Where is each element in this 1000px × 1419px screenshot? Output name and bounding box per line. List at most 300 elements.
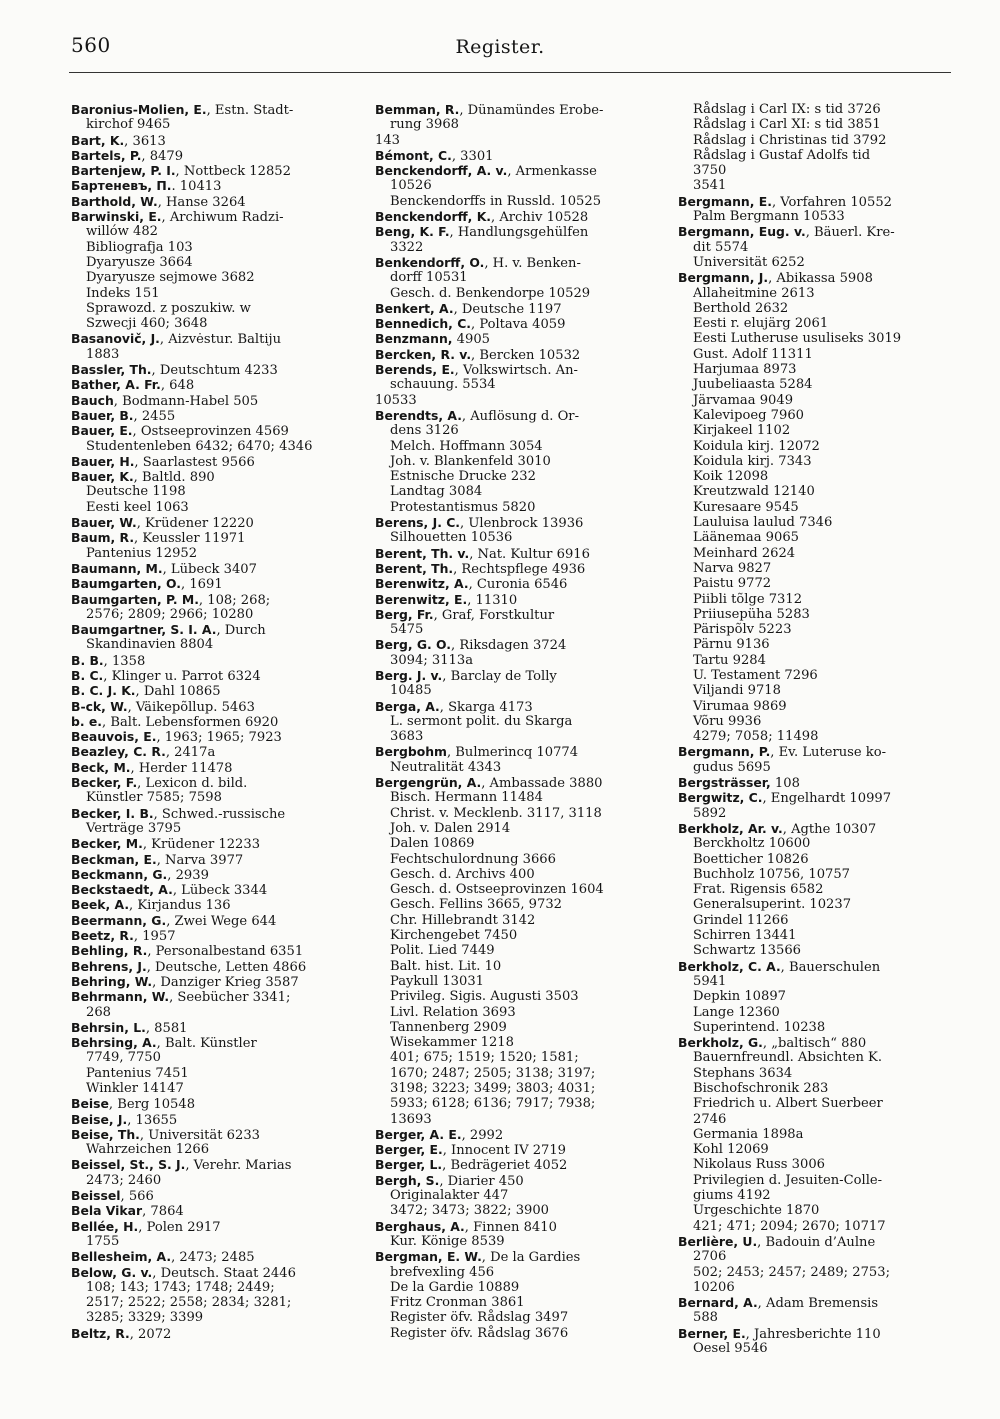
entry-text: , Adam Bremensis	[757, 1296, 879, 1312]
entry-text: Boetticher 10826	[693, 851, 809, 867]
entry-author: Behrsing, A.	[71, 1035, 157, 1051]
entry-text: Võru 9936	[693, 713, 762, 729]
entry-text: Gesch. Fellins 3665, 9732	[390, 897, 562, 913]
index-entry	[375, 1127, 653, 1142]
index-subentry	[678, 729, 953, 744]
entry-text: Gesch. d. Archivs 400	[390, 866, 535, 882]
index-entry	[71, 530, 349, 545]
index-subentry	[375, 836, 653, 851]
entry-author: Beek, A.	[71, 897, 130, 913]
index-entry	[678, 270, 953, 285]
entry-author: Beise	[71, 1096, 109, 1112]
entry-author: Bergmann, Eug. v.	[678, 224, 806, 240]
index-subentry	[71, 347, 349, 362]
entry-author: Bauer, E.	[71, 423, 133, 439]
entry-text: , Verehr. Marias	[185, 1158, 292, 1174]
index-entry	[71, 882, 349, 897]
index-entry	[71, 653, 349, 668]
entry-author: Bergbohm	[375, 744, 447, 760]
index-subentry	[678, 1280, 953, 1295]
entry-text: Szwecji 460; 3648	[86, 316, 208, 332]
index-entry	[678, 744, 953, 759]
entry-author: Bartels, P.	[71, 147, 142, 163]
entry-text: 13693	[390, 1111, 432, 1127]
entry-text: , 11310	[467, 592, 518, 608]
entry-text: , Armenkasse	[507, 164, 597, 180]
index-subentry	[375, 989, 653, 1004]
index-subentry	[71, 1234, 349, 1249]
entry-text: Lauluisa laulud 7346	[693, 515, 833, 531]
entry-text: , Deutschtum 4233	[151, 363, 278, 379]
entry-text: , Bercken 10532	[471, 347, 581, 363]
entry-text: , Dünamündes Erobe-	[459, 103, 604, 118]
entry-text: , Barclay de Tolly	[442, 668, 557, 684]
index-subentry	[375, 1310, 653, 1325]
entry-text: Paykull 13031	[390, 973, 484, 989]
entry-text: , Bauerschulen	[780, 959, 881, 975]
index-subentry	[375, 500, 653, 515]
entry-text: Kuresaare 9545	[693, 499, 799, 515]
entry-text: . 10413	[171, 179, 222, 195]
index-subentry	[375, 974, 653, 989]
entry-author: Baumgarten, P. M.	[71, 591, 199, 607]
index-entry	[71, 393, 349, 408]
entry-text: Bauernfreundl. Absichten K.	[693, 1050, 882, 1066]
entry-text: , 566	[120, 1189, 154, 1205]
entry-text: , 2417a	[165, 745, 216, 761]
index-subentry	[375, 760, 653, 775]
index-entry	[71, 913, 349, 928]
entry-text: Germania 1898a	[693, 1126, 804, 1142]
entry-text: Piibli tõlge 7312	[693, 591, 803, 607]
index-subentry	[678, 1249, 953, 1264]
entry-author: Berent, Th.	[375, 560, 454, 576]
index-subentry	[678, 1142, 953, 1157]
index-entry	[678, 1234, 953, 1249]
entry-text: , Ev. Luteruse ko-	[770, 745, 887, 761]
entry-text: Chr. Hillebrandt 3142	[390, 912, 536, 928]
entry-text: 2517; 2522; 2558; 2834; 3281;	[86, 1295, 292, 1311]
entry-text: , Nat. Kultur 6916	[469, 546, 590, 562]
entry-text: kirchof 9465	[86, 117, 171, 133]
entry-text: Pantenius 12952	[86, 545, 198, 561]
entry-text: 10485	[390, 683, 432, 699]
entry-text: , Engelhardt 10997	[762, 791, 892, 807]
index-subentry	[71, 484, 349, 499]
entry-text: , Deutsch. Staat 2446	[152, 1265, 296, 1281]
entry-text: Stephans 3634	[693, 1065, 793, 1081]
entry-text: , Bulmerincq 10774	[446, 745, 579, 761]
entry-text: , 7864	[142, 1204, 184, 1220]
entry-text: Neutralität 4343	[390, 759, 502, 775]
entry-author: Beise, J.	[71, 1111, 128, 1127]
entry-text: 2746	[693, 1111, 727, 1127]
entry-text: 7749, 7750	[86, 1050, 161, 1066]
entry-text: 1755	[86, 1233, 120, 1249]
entry-text: Eesti Lutheruse usuliseks 3019	[693, 331, 902, 347]
index-subentry	[71, 790, 349, 805]
entry-text: , 2473; 2485	[171, 1250, 255, 1266]
index-subentry	[375, 852, 653, 867]
entry-text: , Jahresberichte 110	[745, 1326, 881, 1342]
index-entry	[71, 1157, 349, 1172]
index-entry	[71, 209, 349, 224]
entry-text: 2576; 2809; 2966; 10280	[86, 606, 254, 622]
entry-text: Pärnu 9136	[693, 637, 770, 653]
index-subentry	[678, 637, 953, 652]
entry-text: Schirren 13441	[693, 928, 797, 944]
index-entry	[71, 1096, 349, 1111]
index-subentry	[71, 821, 349, 836]
entry-author: Baumgarten, O.	[71, 576, 182, 592]
index-subentry	[375, 1050, 653, 1065]
index-subentry	[71, 240, 349, 255]
entry-text: 3472; 3473; 3822; 3900	[390, 1203, 550, 1219]
entry-text: 5475	[390, 622, 424, 638]
entry-author: Bergengrün, A.	[375, 775, 482, 791]
entry-text: De la Gardie 10889	[390, 1279, 520, 1295]
entry-text: gudus 5695	[693, 759, 771, 775]
entry-author: Barthold, W.	[71, 193, 158, 209]
index-subentry	[375, 454, 653, 469]
entry-text: Polit. Lied 7449	[390, 943, 495, 959]
entry-text: Narva 9827	[693, 560, 772, 576]
entry-text: Generalsuperint. 10237	[693, 897, 852, 913]
entry-text: Juubeliaasta 5284	[693, 377, 813, 393]
entry-text: Originalakter 447	[390, 1188, 509, 1204]
index-subentry	[375, 959, 653, 974]
entry-text: , Saarlastest 9566	[134, 454, 255, 470]
index-subentry	[678, 1265, 953, 1280]
entry-author: Baumgartner, S. I. A.	[71, 622, 217, 638]
entry-text: , Herder 11478	[130, 760, 233, 776]
entry-text: , Auflösung d. Or-	[461, 408, 579, 424]
entry-text: Kirchengebet 7450	[390, 928, 518, 944]
index-subentry	[678, 1066, 953, 1081]
index-entry	[375, 1219, 653, 1234]
entry-text: Kreutzwald 12140	[693, 484, 815, 500]
index-entry	[678, 821, 953, 836]
entry-text: , 1963; 1965; 7923	[156, 730, 282, 746]
index-subentry	[71, 439, 349, 454]
index-subentry	[71, 546, 349, 561]
index-subentry	[375, 882, 653, 897]
entry-author: Benkert, A.	[375, 300, 454, 316]
index-subentry	[678, 1219, 953, 1234]
index-subentry	[678, 362, 953, 377]
entry-text: dorff 10531	[390, 270, 468, 286]
entry-text: , Baltld. 890	[133, 470, 215, 486]
entry-text: , 1358	[103, 653, 146, 669]
entry-text: Allaheitmine 2613	[693, 285, 815, 301]
entry-text: Rådslag i Gustaf Adolfs tid	[693, 147, 871, 163]
entry-author: Beck, M.	[71, 759, 131, 775]
index-entry	[678, 194, 953, 209]
index-subentry	[375, 1066, 653, 1081]
index-subentry	[71, 224, 349, 239]
entry-author: Bercken, R. v.	[375, 346, 472, 362]
index-subentry	[678, 1050, 953, 1065]
entry-author: B. C. J. K.	[71, 683, 136, 699]
entry-text: , 8479	[141, 148, 184, 164]
entry-text: 5892	[693, 805, 727, 821]
entry-text: Tannenberg 2909	[390, 1019, 507, 1035]
entry-text: Livl. Relation 3693	[390, 1004, 516, 1020]
entry-author: Becker, M.	[71, 836, 143, 852]
index-entry	[71, 561, 349, 576]
entry-author: Behrmann, W.	[71, 989, 170, 1005]
index-subentry	[678, 454, 953, 469]
entry-text: Tartu 9284	[693, 652, 766, 668]
entry-text: Grindel 11266	[693, 912, 789, 928]
entry-text: Meinhard 2624	[693, 545, 796, 561]
index-subentry	[375, 714, 653, 729]
entry-text: willów 482	[86, 224, 159, 240]
entry-author: Bergh, S.	[375, 1172, 440, 1188]
entry-text: Kalevipoeg 7960	[693, 407, 804, 423]
entry-author: Beckmann, G.	[71, 866, 168, 882]
entry-text: 5933; 6128; 6136; 7917; 7938;	[390, 1096, 596, 1112]
index-entry	[71, 1112, 349, 1127]
entry-text: , Lübeck 3407	[162, 561, 257, 577]
index-entry	[375, 331, 653, 346]
index-subentry	[678, 1157, 953, 1172]
index-subentry	[678, 699, 953, 714]
entry-author: Bergsträsser,	[678, 775, 771, 791]
index-subentry	[678, 867, 953, 882]
entry-author: Berg, Fr.	[375, 606, 434, 622]
entry-text: Koik 12098	[693, 469, 769, 485]
index-subentry	[375, 469, 653, 484]
index-entry	[71, 102, 349, 117]
index-subentry	[375, 1112, 653, 1127]
entry-text: Estnische Drucke 232	[390, 469, 536, 485]
entry-text: , Polen 2917	[138, 1219, 221, 1235]
entry-text: , Krüdener 12233	[142, 837, 261, 853]
entry-text: U. Testament 7296	[693, 667, 818, 683]
entry-author: Benzmann,	[375, 331, 453, 347]
index-entry	[678, 1035, 953, 1050]
entry-text: 108	[770, 776, 800, 792]
entry-text: , Skarga 4173	[439, 699, 533, 715]
entry-text: Harjumaa 8973	[693, 362, 797, 378]
index-subentry	[375, 913, 653, 928]
index-subentry	[678, 576, 953, 591]
index-entry	[375, 102, 653, 117]
entry-text: , Diarier 450	[439, 1173, 524, 1189]
entry-text: Wahrzeichen 1266	[86, 1142, 210, 1158]
index-subentry	[71, 1066, 349, 1081]
index-column-3	[678, 102, 953, 1356]
index-entry	[71, 194, 349, 209]
entry-text: brefvexling 456	[390, 1264, 495, 1280]
index-subentry	[375, 423, 653, 438]
entry-text: Berthold 2632	[693, 300, 789, 316]
index-entry	[71, 454, 349, 469]
entry-text: Deutsche 1198	[86, 484, 186, 500]
entry-text: , Archiwum Radzi-	[161, 210, 284, 226]
entry-text: Protestantismus 5820	[390, 499, 536, 515]
entry-text: , Universität 6233	[139, 1127, 260, 1143]
index-entry	[375, 699, 653, 714]
entry-author: Behrens, J.	[71, 958, 147, 974]
index-entry	[375, 408, 653, 423]
index-subentry	[678, 1020, 953, 1035]
index-subentry	[678, 301, 953, 316]
entry-author: Baumann, M.	[71, 560, 163, 576]
entry-text: 3198; 3223; 3499; 3803; 4031;	[390, 1081, 596, 1096]
index-entry	[678, 1326, 953, 1341]
index-entry	[375, 561, 653, 576]
entry-author: Bergmann, E.	[678, 193, 772, 209]
entry-text: , Klinger u. Parrot 6324	[103, 668, 261, 684]
index-entry	[375, 515, 653, 530]
entry-text: 2706	[693, 1249, 727, 1265]
index-entry	[71, 515, 349, 530]
entry-text: Priiusepüha 5283	[693, 606, 810, 622]
index-entry	[71, 469, 349, 484]
entry-text: , Agthe 10307	[782, 821, 877, 837]
entry-text: , Ambassade 3880	[481, 776, 603, 792]
entry-author: Berga, A.	[375, 698, 440, 714]
index-subentry	[678, 255, 953, 270]
index-entry	[71, 775, 349, 790]
index-subentry	[678, 714, 953, 729]
index-entry	[71, 622, 349, 637]
entry-text: 10526	[390, 178, 432, 194]
entry-text: , Hanse 3264	[157, 194, 246, 210]
entry-text: Frat. Rigensis 6582	[693, 882, 824, 898]
entry-text: Sprawozd. z poszukiw. w	[86, 300, 251, 316]
entry-text: L. sermont polit. du Skarga	[390, 713, 573, 729]
index-subentry	[71, 301, 349, 316]
index-subentry	[375, 530, 653, 545]
index-entry	[71, 331, 349, 346]
entry-author: B-ck, W.	[71, 698, 128, 714]
entry-author: Becker, F.	[71, 775, 138, 791]
entry-text: , Narva 3977	[156, 852, 244, 868]
entry-author: Bernard, A.	[678, 1295, 758, 1311]
index-subentry	[678, 117, 953, 132]
index-subentry	[375, 806, 653, 821]
entry-text: , Vorfahren 10552	[771, 194, 892, 210]
entry-author: Berger, A. E.	[375, 1126, 462, 1142]
index-entry	[375, 301, 653, 316]
index-entry	[71, 928, 349, 943]
entry-text: Landtag 3084	[390, 484, 483, 500]
entry-text: 1883	[86, 346, 120, 362]
entry-text: 3322	[390, 239, 424, 255]
entry-text: , H. v. Benken-	[484, 255, 581, 271]
entry-author: Berger, E.	[375, 1142, 443, 1158]
index-subentry	[71, 1142, 349, 1157]
entry-text: , 2455	[133, 408, 176, 424]
index-entry	[71, 362, 349, 377]
index-entry	[375, 133, 653, 148]
entry-text: 3285; 3329; 3399	[86, 1310, 204, 1326]
index-entry	[71, 1265, 349, 1280]
entry-author: Berenwitz, A.	[375, 576, 469, 592]
index-subentry	[375, 484, 653, 499]
entry-text: Bischofschronik 283	[693, 1081, 829, 1096]
entry-text: , Abikassa 5908	[768, 271, 873, 287]
index-subentry	[375, 240, 653, 255]
index-entry	[678, 224, 953, 239]
entry-text: Eesti r. elujärg 2061	[693, 316, 829, 332]
entry-author: Bémont, C.	[375, 147, 452, 163]
entry-author: Behring, W.	[71, 973, 153, 989]
entry-text: , Zwei Wege 644	[166, 913, 277, 929]
entry-text: Privilegien d. Jesuiten-Colle-	[693, 1172, 883, 1188]
index-subentry	[678, 133, 953, 148]
index-subentry	[71, 1173, 349, 1188]
entry-text: Kohl 12069	[693, 1142, 769, 1158]
index-entry	[375, 546, 653, 561]
entry-text: Lange 12360	[693, 1004, 780, 1020]
index-entry	[375, 1157, 653, 1172]
index-subentry	[678, 484, 953, 499]
index-subentry	[375, 653, 653, 668]
entry-author: Bergmann, J.	[678, 270, 769, 286]
index-entry	[71, 683, 349, 698]
index-subentry	[678, 546, 953, 561]
entry-text: , 2072	[129, 1326, 172, 1342]
entry-text: , Graf, Forstkultur	[433, 607, 555, 623]
entry-text: Bisch. Hermann 11484	[390, 790, 543, 806]
entry-text: Paistu 9772	[693, 576, 772, 592]
index-subentry	[678, 1188, 953, 1203]
index-entry	[375, 148, 653, 163]
entry-author: Behling, R.	[71, 943, 148, 959]
index-subentry	[71, 1005, 349, 1020]
index-subentry	[678, 148, 953, 163]
entry-author: Berner, E.	[678, 1325, 746, 1341]
entry-text: Rådslag i Carl XI: s tid 3851	[693, 117, 881, 133]
index-entry	[375, 1173, 653, 1188]
entry-text: , Handlungsgehülfen	[449, 225, 589, 241]
entry-author: Benckendorff, K.	[375, 209, 492, 225]
entry-text: Superintend. 10238	[693, 1019, 826, 1035]
entry-text: 2473; 2460	[86, 1172, 162, 1188]
entry-author: Beetz, R.	[71, 928, 134, 944]
index-entry	[678, 775, 953, 790]
index-subentry	[678, 423, 953, 438]
index-entry	[71, 163, 349, 178]
entry-author: Bellée, H.	[71, 1218, 139, 1234]
entry-text: Buchholz 10756, 10757	[693, 866, 851, 882]
entry-text: , Badouin d’Aulne	[757, 1234, 876, 1250]
index-entry	[71, 592, 349, 607]
entry-text: , Krüdener 12220	[136, 516, 254, 532]
index-subentry	[678, 178, 953, 193]
entry-text: 10206	[693, 1279, 735, 1295]
index-subentry	[678, 469, 953, 484]
entry-text: , Deutsche, Letten 4866	[146, 959, 307, 975]
entry-text: , 3301	[451, 148, 494, 164]
entry-text: , Keussler 11971	[134, 531, 246, 547]
entry-author: Berenwitz, E.	[375, 591, 468, 607]
entry-author: B. C.	[71, 667, 104, 683]
index-subentry	[71, 1310, 349, 1325]
entry-text: , 1691	[181, 577, 223, 593]
entry-text: schauung. 5534	[390, 377, 496, 393]
index-subentry	[678, 561, 953, 576]
index-entry	[678, 1295, 953, 1310]
index-subentry	[678, 347, 953, 362]
entry-text: Skandinavien 8804	[86, 637, 214, 653]
index-subentry	[71, 117, 349, 132]
entry-text: Schwartz 13566	[693, 943, 801, 959]
